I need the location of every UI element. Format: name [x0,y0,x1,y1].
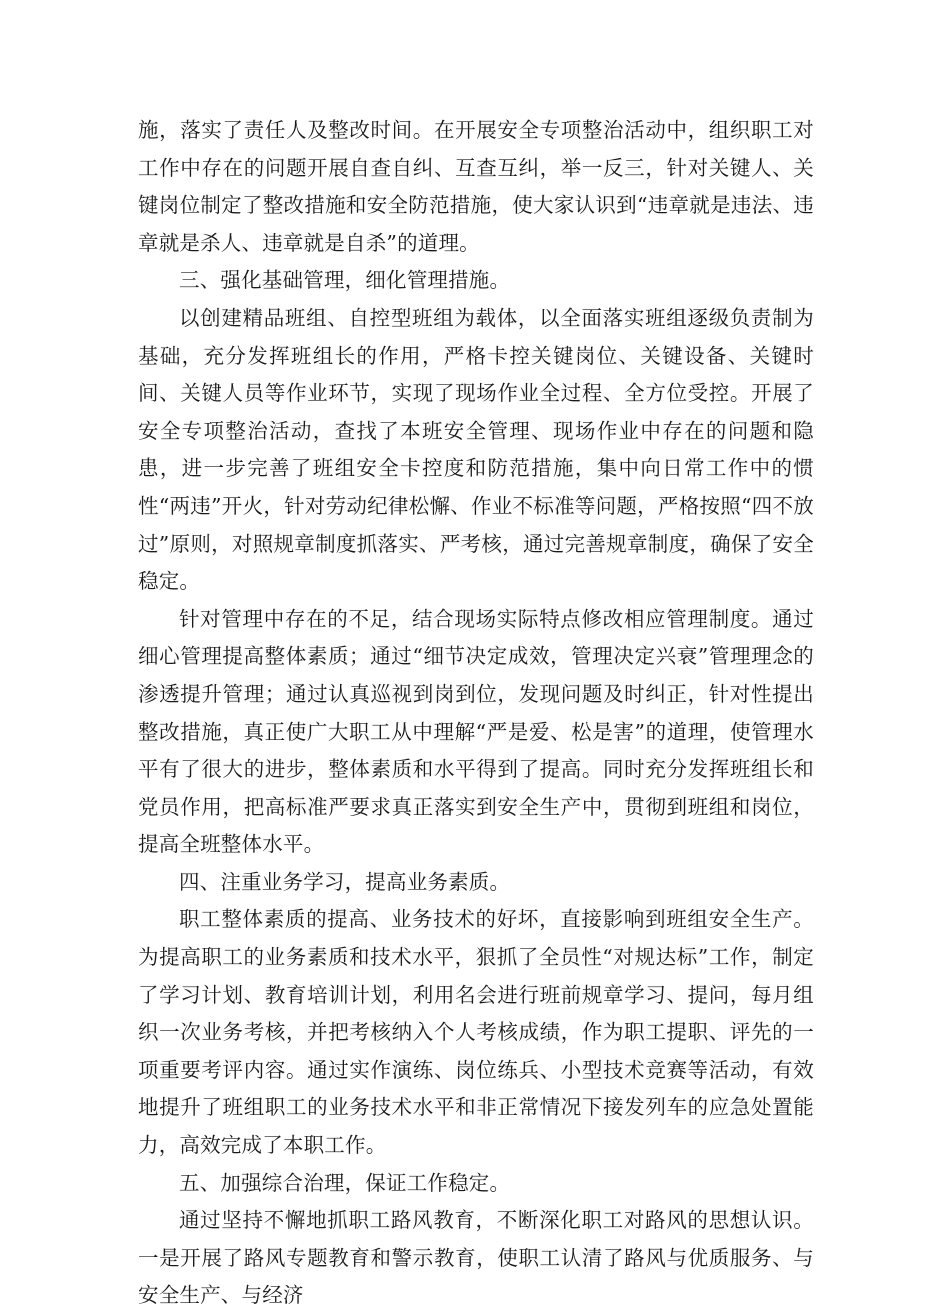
section-heading-3: 三、强化基础管理，细化管理措施。 [179,268,511,293]
paragraph-section-5: 通过坚持不懈地抓职工路风教育，不断深化职工对路风的思想认识。一是开展了路风专题教育和警示教育，使职工认清了路风与优质服务、与安全生产、与经济 [138,1208,814,1308]
section-heading-5: 五、加强综合治理，保证工作稳定。 [179,1170,511,1195]
paragraph-section-3-b: 针对管理中存在的不足，结合现场实际特点修改相应管理制度。通过细心管理提高整体素质；通过“细节决定成效，管理决定兴衰”管理理念的渗透提升管理；通过认真巡视到岗到位，发现问题及时纠正，针对性提出整改措施，真正使广大职工从中理解“严是爱、松是害”的道理，使管理水平有了很大的进步，整体素质和水平得到了提高。同时充分发挥班组长和党员作用，把高标准严要求真正落实到安全生产中，贯彻到班组和岗位，提高全班整体水平。 [138,606,814,857]
paragraph-continuation: 施，落实了责任人及整改时间。在开展安全专项整治活动中，组织职工对工作中存在的问题开展自查自纠、互查互纠，举一反三，针对关键人、关键岗位制定了整改措施和安全防范措施，使大家认识到“违章就是违法、违章就是杀人、违章就是自杀”的道理。 [138,118,814,255]
paragraph-section-4: 职工整体素质的提高、业务技术的好坏，直接影响到班组安全生产。为提高职工的业务素质和技术水平，狠抓了全员性“对规达标”工作，制定了学习计划、教育培训计划，利用名会进行班前规章学习、提问，每月组织一次业务考核，并把考核纳入个人考核成绩，作为职工提职、评先的一项重要考评内容。通过实作演练、岗位练兵、小型技术竞赛等活动，有效地提升了班组职工的业务技术水平和非正常情况下接发列车的应急处置能力，高效完成了本职工作。 [138,907,814,1158]
paragraph-section-3-a: 以创建精品班组、自控型班组为载体，以全面落实班组逐级负责制为基础，充分发挥班组长的作用，严格卡控关键岗位、关键设备、关键时间、关键人员等作业环节，实现了现场作业全过程、全方位受控。开展了安全专项整治活动，查找了本班安全管理、现场作业中存在的问题和隐患，进一步完善了班组安全卡控度和防范措施，集中向日常工作中的惯性“两违”开火，针对劳动纪律松懈、作业不标准等问题，严格按照“四不放过”原则，对照规章制度抓落实、严考核，通过完善规章制度，确保了安全稳定。 [138,305,814,594]
document-body [138,112,814,1315]
section-heading-4: 四、注重业务学习，提高业务素质。 [179,869,511,894]
